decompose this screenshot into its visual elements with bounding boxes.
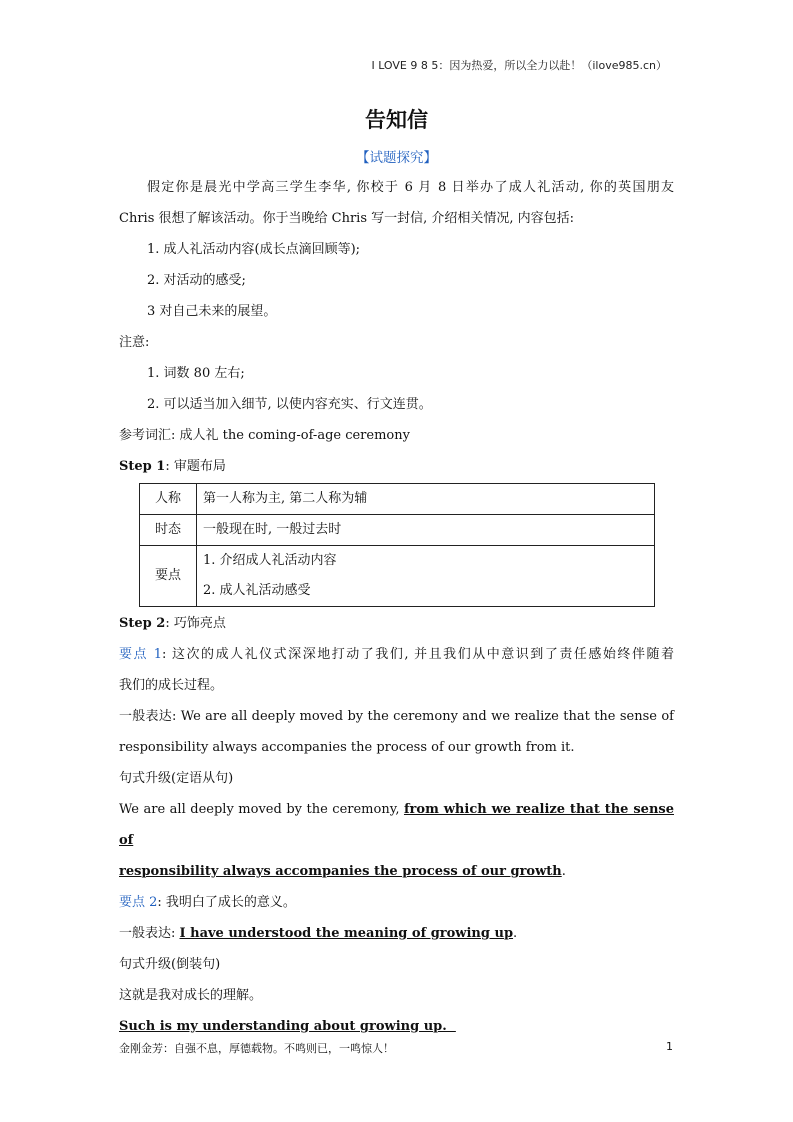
point2-general-label: 一般表达:: [119, 926, 180, 941]
table-row: [140, 515, 655, 546]
note-item-1: 1. 词数 80 左右;: [147, 366, 245, 381]
page-footer: 金刚金芳：自强不息，厚德载物。不鸣则已，一鸣惊人！: [119, 1042, 394, 1055]
prompt-item-3: 3 对自己未来的展望。: [147, 304, 277, 319]
point1-label: 要点 1: [119, 647, 162, 662]
section-subtitle: 【试题探究】: [356, 150, 437, 166]
points-item-2: 2. 成人礼活动感受: [203, 583, 311, 598]
step2-label: Step 2: [119, 616, 166, 631]
table-row: [140, 484, 655, 515]
points-item-1: 1. 介绍成人礼活动内容: [203, 553, 337, 568]
point1-upgrade-bold-2: responsibility always accompanies the process of our growth: [119, 864, 562, 879]
point1-line-1: [119, 639, 674, 670]
prompt-item-2: 2. 对活动的感受;: [147, 273, 246, 288]
point2-cn: : 我明白了成长的意义。: [157, 895, 296, 910]
prompt-line-1: 假定你是晨光中学高三学生李华, 你校于 6 月 8 日举办了成人礼活动, 你的英国朋友: [147, 180, 674, 195]
step2-text: : 巧饰亮点: [165, 616, 226, 631]
point2-upgrade-label: 句式升级(倒装句): [119, 957, 221, 972]
document-body: [119, 172, 674, 1042]
point1-upgrade-plain: We are all deeply moved by the ceremony,: [119, 802, 404, 817]
point1-general-1: 一般表达: We are all deeply moved by the ceremony and we realize that the sense of: [119, 709, 674, 724]
table-cell-tense-key: 时态: [140, 515, 197, 546]
point1-line-2: 我们的成长过程。: [119, 678, 224, 693]
point1-general-2: responsibility always accompanies the process of our growth from it.: [119, 740, 575, 755]
table-cell-person-value: 第一人称为主, 第二人称为辅: [197, 484, 655, 515]
table-cell-points-key: 要点: [140, 546, 197, 607]
table-cell-points-value: [197, 546, 655, 607]
point2-upgrade: [119, 1011, 674, 1042]
point2-general-end: .: [513, 926, 518, 941]
page-number: 1: [666, 1040, 673, 1053]
table-cell-tense-value: 一般现在时, 一般过去时: [197, 515, 655, 546]
point2-upgrade-bold: Such is my understanding about growing up.: [119, 1019, 456, 1034]
point1-upgrade-bold-1: from which we realize that the sense of: [119, 802, 674, 848]
point1-upgrade-2: [119, 856, 674, 887]
point2-cn2: 这就是我对成长的理解。: [119, 988, 263, 1003]
note-label: 注意:: [119, 335, 150, 350]
document-title: 告知信: [365, 108, 428, 132]
point2-line: [119, 887, 674, 918]
point2-general: [119, 918, 674, 949]
step1-label: Step 1: [119, 459, 166, 474]
point2-general-bold: I have understood the meaning of growing up: [179, 926, 514, 941]
point1-upgrade-label: 句式升级(定语从句): [119, 771, 234, 786]
table-cell-person-key: 人称: [140, 484, 197, 515]
step1-heading: [119, 451, 674, 482]
layout-table: [139, 483, 655, 607]
prompt-item-1: 1. 成人礼活动内容(成长点滴回顾等);: [147, 242, 361, 257]
vocab-line: 参考词汇: 成人礼 the coming-of-age ceremony: [119, 428, 410, 443]
step1-text: : 审题布局: [165, 459, 226, 474]
point2-label: 要点 2: [119, 895, 158, 910]
page-header: I LOVE 9 8 5：因为热爱，所以全力以赴！（ilove985.cn）: [371, 59, 667, 72]
point1-upgrade-1: [119, 794, 674, 856]
point1-cn-1: : 这次的成人礼仪式深深地打动了我们, 并且我们从中意识到了责任感始终伴随着: [161, 647, 674, 662]
prompt-line-2: Chris 很想了解该活动。你于当晚给 Chris 写一封信, 介绍相关情况, 内容包括:: [119, 211, 575, 226]
note-item-2: 2. 可以适当加入细节, 以使内容充实、行文连贯。: [147, 397, 432, 412]
step2-heading: [119, 608, 674, 639]
table-row: [140, 546, 655, 607]
point1-upgrade-end: .: [561, 864, 566, 879]
